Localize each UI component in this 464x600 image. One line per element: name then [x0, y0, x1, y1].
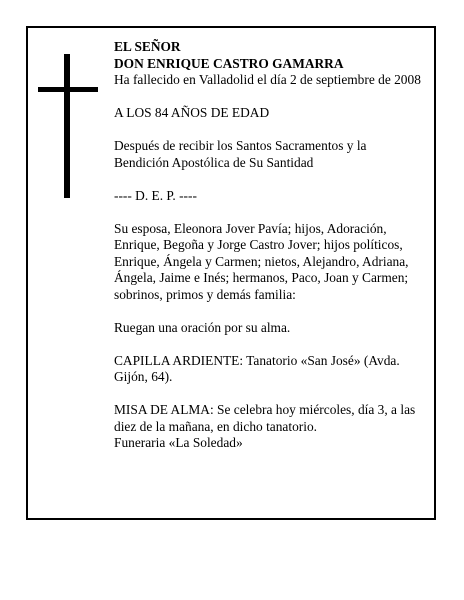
age-line: A LOS 84 AÑOS DE EDAD	[114, 105, 270, 120]
chapel-info: CAPILLA ARDIENTE: Tanatorio «San José» (Avda. Gijón, 64).	[114, 352, 400, 384]
deceased-name: DON ENRIQUE CASTRO GAMARRA	[114, 55, 344, 71]
spacer	[114, 303, 424, 320]
mass-info: MISA DE ALMA: Se celebra hoy miércoles, día 3, a las diez de la mañana, en dicho tanatorio.	[114, 402, 416, 434]
spacer	[114, 336, 424, 353]
spacer	[114, 122, 424, 139]
spacer	[114, 204, 424, 221]
latin-cross-icon	[38, 54, 98, 198]
sacraments-line: Después de recibir los Santos Sacramentos y la Bendición Apostólica de Su Santidad	[114, 138, 367, 170]
rip-line: ---- D. E. P. ----	[114, 187, 197, 203]
obituary-text	[114, 39, 424, 452]
spacer	[114, 386, 424, 403]
cross-vertical-bar	[64, 54, 70, 198]
funeral-home: Funeraria «La Soledad»	[114, 435, 243, 450]
death-statement: Ha fallecido en Valladolid el día 2 de septiembre de 2008	[114, 72, 421, 87]
spacer	[114, 171, 424, 188]
cross-horizontal-bar	[38, 87, 98, 92]
prayer-request: Ruegan una oración por su alma.	[114, 319, 291, 335]
honorific: EL SEÑOR	[114, 39, 181, 54]
spacer	[114, 89, 424, 106]
family-list: Su esposa, Eleonora Jover Pavía; hijos, Adoración, Enrique, Begoña y Jorge Castro Jover; hijos políticos, Enrique, Ángela y Carmen; nietos, Alejandro, Adriana, Ángela, Jaime e Inés; hermanos, Paco, Joan y Carmen; sobrinos, primos y demás familia:	[114, 220, 409, 302]
